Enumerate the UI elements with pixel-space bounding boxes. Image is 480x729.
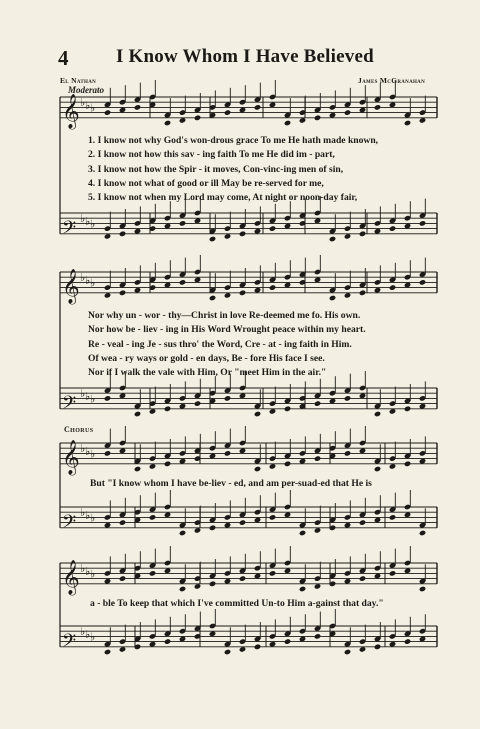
note-head: [104, 395, 111, 401]
note-head: [284, 638, 291, 644]
note-head: [389, 225, 396, 231]
flat-icon: ♭: [90, 511, 96, 525]
bass-clef-icon: 𝄢: [62, 511, 77, 537]
treble-clef-icon: 𝄞: [62, 93, 80, 129]
flat-icon: ♭: [85, 214, 91, 228]
note-head: [404, 461, 411, 467]
note-head: [329, 236, 336, 242]
note-head: [314, 400, 321, 406]
note-head: [344, 109, 351, 115]
verse-line: Nor why un - wor - thy—Christ in love Re-deemed me fo. His own.: [88, 310, 361, 321]
note-head: [194, 400, 201, 406]
note-head: [269, 284, 276, 290]
note-head: [164, 461, 171, 467]
note-head: [209, 525, 216, 531]
chorus-lyric-line-2: a - ble To keep that which I've committed Un-to Him a-gainst that day.": [90, 598, 384, 609]
verse-line: Of wea - ry ways or gold - en days, Be - fore His face I see.: [88, 352, 325, 364]
lyricist-credit: El Nathan: [60, 76, 97, 85]
note-head: [239, 519, 246, 525]
verse-line: 1. I know not why God's won-drous grace To me He hath made known,: [88, 135, 379, 146]
flat-icon: ♭: [90, 217, 96, 231]
flat-icon: ♭: [90, 447, 96, 461]
note-head: [149, 570, 156, 576]
verse-line: Re - veal - ing Je - sus thro' the Word, Cre - at - ing faith in Him.: [88, 338, 352, 350]
note-head: [374, 411, 381, 417]
note-head: [359, 575, 366, 581]
note-head: [134, 104, 141, 110]
note-head: [344, 395, 351, 401]
bass-clef-icon: 𝄢: [62, 392, 77, 418]
note-head: [374, 466, 381, 472]
flat-icon: ♭: [85, 273, 91, 287]
flat-icon: ♭: [85, 98, 91, 112]
flat-icon: ♭: [85, 508, 91, 522]
note-head: [359, 290, 366, 296]
hymn-title: I Know Whom I Have Believed: [116, 46, 374, 67]
chorus-lyric-line-1: But "I know whom I have be-liev - ed, and am per-suad-ed that He is: [90, 478, 372, 489]
verse-line: 3. I know not how the Spir - it moves, Con-vinc-ing men of sin,: [88, 163, 344, 175]
note-head: [284, 120, 291, 126]
note-head: [419, 530, 426, 536]
note-head: [209, 295, 216, 301]
note-head: [269, 514, 276, 520]
verses-section-1: [88, 134, 436, 205]
verse-line: Nor how be - liev - ing in His Word Wrought peace within my heart.: [88, 324, 366, 336]
note-head: [299, 586, 306, 592]
note-head: [269, 570, 276, 576]
note-head: [239, 231, 246, 237]
note-head: [134, 411, 141, 417]
note-head: [239, 290, 246, 296]
verse-line: 4. I know not what of good or ill May be re-served for me,: [88, 177, 324, 189]
note-head: [404, 406, 411, 412]
flat-icon: ♭: [85, 627, 91, 641]
note-head: [224, 649, 231, 655]
note-head: [374, 644, 381, 650]
note-head: [419, 220, 426, 226]
note-head: [119, 575, 126, 581]
flat-icon: ♭: [90, 276, 96, 290]
flat-icon: ♭: [90, 101, 96, 115]
note-head: [284, 461, 291, 467]
flat-icon: ♭: [85, 564, 91, 578]
note-head: [314, 115, 321, 121]
note-head: [179, 586, 186, 592]
verses-section-2: [88, 309, 436, 380]
note-head: [254, 104, 261, 110]
note-head: [359, 519, 366, 525]
note-head: [374, 104, 381, 110]
note-head: [164, 638, 171, 644]
verse-line: 2. I know not how this sav - ing faith To me He did im - part,: [88, 149, 335, 161]
flat-icon: ♭: [90, 392, 96, 406]
note-head: [254, 466, 261, 472]
note-head: [239, 575, 246, 581]
note-head: [119, 231, 126, 237]
note-head: [344, 450, 351, 456]
flat-icon: ♭: [80, 625, 86, 639]
note-head: [104, 450, 111, 456]
note-head: [284, 406, 291, 412]
note-head: [224, 450, 231, 456]
note-head: [299, 530, 306, 536]
note-head: [209, 236, 216, 242]
note-head: [104, 109, 111, 115]
note-head: [209, 581, 216, 587]
verse-line: 5. I know not when my Lord may come, At night or noon-day fair,: [88, 192, 358, 204]
note-head: [329, 295, 336, 301]
page-number: 4: [58, 46, 69, 70]
note-head: [419, 586, 426, 592]
note-head: [254, 411, 261, 417]
note-head: [164, 406, 171, 412]
note-head: [149, 514, 156, 520]
flat-icon: ♭: [80, 96, 86, 110]
flat-icon: ♭: [80, 506, 86, 520]
note-head: [194, 115, 201, 121]
flat-icon: ♭: [90, 567, 96, 581]
tempo-marking: Moderato: [68, 85, 104, 95]
note-head: [314, 633, 321, 639]
bass-clef-icon: 𝄢: [62, 217, 77, 243]
note-head: [164, 120, 171, 126]
note-head: [419, 279, 426, 285]
note-head: [389, 284, 396, 290]
note-head: [389, 514, 396, 520]
note-head: [254, 644, 261, 650]
note-head: [404, 120, 411, 126]
note-head: [179, 220, 186, 226]
flat-icon: ♭: [80, 387, 86, 401]
note-head: [119, 519, 126, 525]
note-head: [224, 395, 231, 401]
note-head: [179, 279, 186, 285]
note-head: [359, 231, 366, 237]
note-head: [344, 649, 351, 655]
note-head: [269, 225, 276, 231]
flat-icon: ♭: [80, 271, 86, 285]
treble-clef-icon: 𝄞: [62, 559, 80, 595]
note-head: [224, 109, 231, 115]
composer-credit: James McGranahan: [358, 76, 425, 85]
note-head: [119, 290, 126, 296]
bass-clef-icon: 𝄢: [62, 630, 77, 656]
flat-icon: ♭: [85, 389, 91, 403]
flat-icon: ♭: [85, 444, 91, 458]
note-head: [389, 570, 396, 576]
note-head: [404, 638, 411, 644]
flat-icon: ♭: [80, 442, 86, 456]
treble-clef-icon: 𝄞: [62, 268, 80, 304]
verse-line: Nor if I walk the vale with Him, Or "meet Him in the air.": [88, 367, 327, 379]
flat-icon: ♭: [80, 562, 86, 576]
treble-clef-icon: 𝄞: [62, 439, 80, 475]
flat-icon: ♭: [80, 212, 86, 226]
note-head: [179, 530, 186, 536]
chorus-label: Chorus: [64, 425, 94, 434]
flat-icon: ♭: [90, 630, 96, 644]
note-head: [104, 649, 111, 655]
note-head: [314, 455, 321, 461]
note-head: [134, 466, 141, 472]
